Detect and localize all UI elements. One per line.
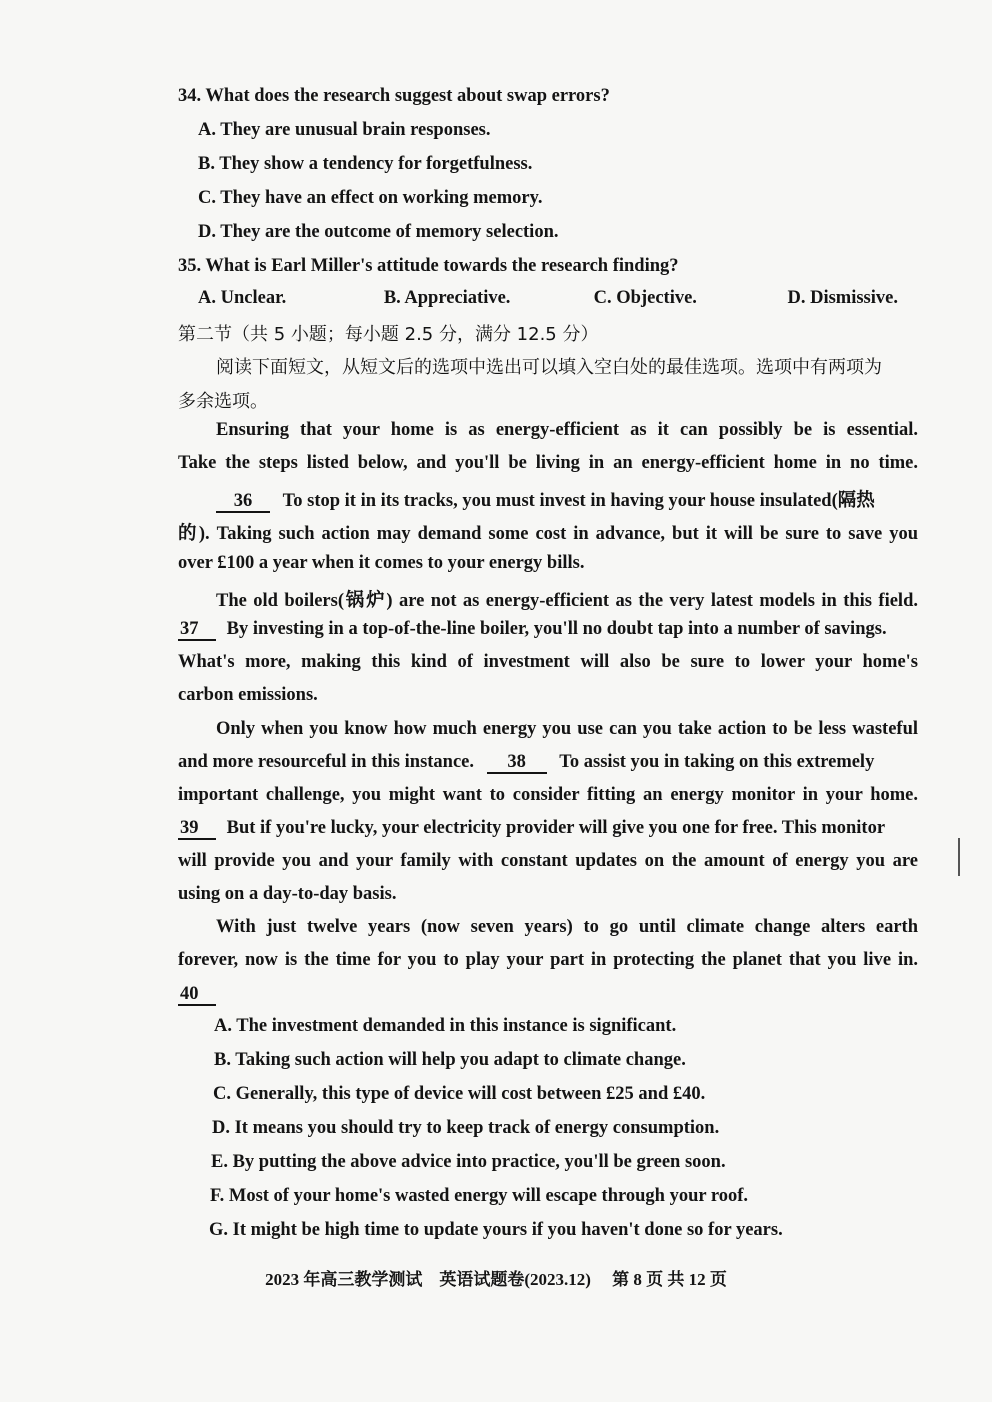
passage-p4-text2a: and more resourceful in this instance. [178,752,475,772]
blank-40[interactable]: 40 [178,985,216,1006]
q34-option-c[interactable]: C. They have an effect on working memory. [198,188,543,208]
passage-p3-line3: What's more, making this kind of investment will also be sure to lower your home's [178,652,918,672]
passage-p4-text2b: To assist you in taking on this extremely [559,752,875,772]
passage-p4-line6: using on a day-to-day basis. [178,884,397,904]
passage-p4-text4: But if you're lucky, your electricity provider will give you one for free. This monitor [226,818,886,838]
passage-p5-line1: With just twelve years (now seven years) to go until climate change alters earth [216,917,918,937]
scan-mark [958,838,960,876]
q35-option-c[interactable]: C. Objective. [593,288,697,308]
passage-p4-line1: Only when you know how much energy you use can you take action to be less wasteful [216,719,918,739]
q35-stem: 35. What is Earl Miller's attitude towards the research finding? [178,256,679,276]
passage-p1-line1: Ensuring that your home is as energy-efficient as it can possibly be is essential. [216,420,918,440]
section-instruction-2: 多余选项。 [178,391,268,412]
q34-option-a[interactable]: A. They are unusual brain responses. [198,120,491,140]
passage-p4-line5: will provide you and your family with constant updates on the amount of energy you are [178,851,918,871]
choice-b[interactable]: B. Taking such action will help you adapt to climate change. [214,1050,686,1070]
blank-38[interactable]: 38 [487,753,547,774]
choice-e[interactable]: E. By putting the above advice into practice, you'll be green soon. [211,1152,726,1172]
q34-option-b[interactable]: B. They show a tendency for forgetfulness. [198,154,533,174]
q34-option-d[interactable]: D. They are the outcome of memory selection. [198,222,559,242]
q34-stem: 34. What does the research suggest about swap errors? [178,86,610,106]
q35-option-d[interactable]: D. Dismissive. [787,288,898,308]
passage-p5-line3 [178,984,918,1006]
choice-a[interactable]: A. The investment demanded in this instance is significant. [214,1016,677,1036]
passage-p2-line2: 的). Taking such action may demand some cost in advance, but it will be sure to save you [178,524,918,544]
section-title: 第二节（共 5 小题；每小题 2.5 分，满分 12.5 分） [178,324,599,345]
passage-p2-line1 [216,486,918,513]
choice-f[interactable]: F. Most of your home's wasted energy will escape through your roof. [210,1186,749,1206]
passage-p2-line3: over £100 a year when it comes to your energy bills. [178,553,585,573]
passage-p4-line4 [178,818,918,840]
blank-39[interactable]: 39 [178,819,216,840]
blank-37[interactable]: 37 [178,620,216,641]
page-footer: 2023 年高三教学测试 英语试题卷(2023.12) 第 8 页 共 12 页 [265,1270,727,1289]
passage-p5-line2: forever, now is the time for you to play your part in protecting the planet that you live in. [178,950,918,970]
passage-p3-text2: By investing in a top-of-the-line boiler, you'll no doubt tap into a number of savings. [226,619,887,639]
passage-p4-line3: important challenge, you might want to consider fitting an energy monitor in your home. [178,785,918,805]
passage-p2-text1: To stop it in its tracks, you must invest in having your house insulated(隔热 [282,491,875,511]
passage-p4-line2 [178,752,918,774]
passage-p3-line2 [178,619,918,641]
passage-p3-line4: carbon emissions. [178,685,318,705]
passage-p3-line1: The old boilers(锅炉) are not as energy-efficient as the very latest models in this field. [216,591,918,611]
choice-d[interactable]: D. It means you should try to keep track of energy consumption. [212,1118,720,1138]
choice-g[interactable]: G. It might be high time to update yours if you haven't done so for years. [209,1220,783,1240]
section-instruction-1: 阅读下面短文，从短文后的选项中选出可以填入空白处的最佳选项。选项中有两项为 [216,357,882,378]
blank-36[interactable]: 36 [216,492,270,513]
q35-options [198,288,898,309]
choice-c[interactable]: C. Generally, this type of device will cost between £25 and £40. [213,1084,706,1104]
q35-option-b[interactable]: B. Appreciative. [383,288,511,308]
q35-option-a[interactable]: A. Unclear. [198,288,287,308]
passage-p1-line2: Take the steps listed below, and you'll be living in an energy-efficient home in no time. [178,453,918,473]
